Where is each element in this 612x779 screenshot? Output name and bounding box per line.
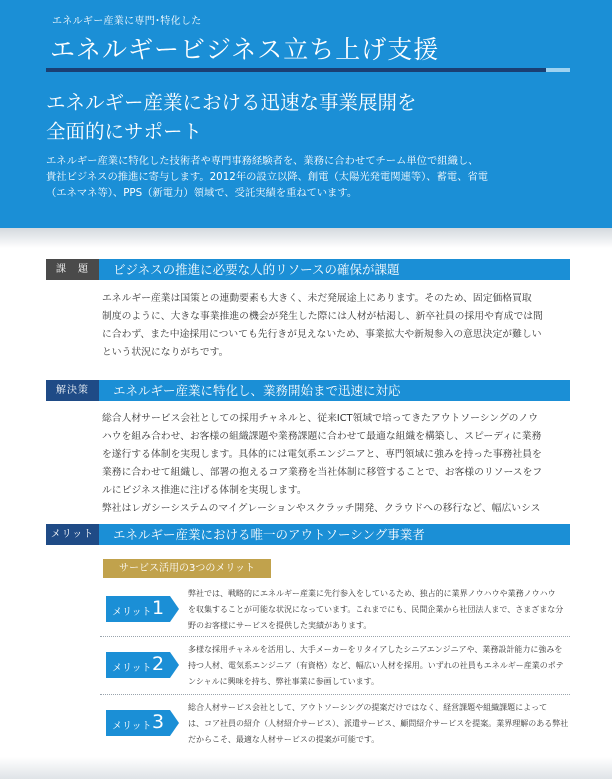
merit-description bbox=[188, 642, 572, 690]
section-heading: エネルギー産業における唯一のアウトソーシング事業者 bbox=[113, 527, 425, 542]
body-line: ハウを組み合わせ、お客様の組織課題や業務課題に合わせて最適な組織を構築し、スピーディに業務 bbox=[102, 431, 542, 442]
merit-badge-number: 3 bbox=[152, 711, 165, 733]
merit-line: 多様な採用チャネルを活用し、大手メーカーをリタイアしたシニアエンジニアや、業務設計能力に強みを bbox=[188, 645, 563, 654]
merit-badge bbox=[106, 710, 170, 736]
body-line: 総合人材サービス会社としての採用チャネルと、従来ICT領域で培ってきたアウトソーシングのノウ bbox=[102, 413, 539, 424]
merit-badge bbox=[106, 652, 170, 678]
section-tag: 課 題 bbox=[46, 259, 99, 280]
hero-subtitle-line: エネルギー産業における迅速な事業展開を bbox=[46, 91, 417, 114]
section-header-solution bbox=[46, 380, 570, 401]
merit-description bbox=[188, 700, 572, 748]
section-heading: エネルギー産業に特化し、業務開始まで迅速に対応 bbox=[113, 383, 401, 398]
lead-line: 貴社ビジネスの推進に寄与します。2012年の設立以降、創電（太陽光発電関連等）、蓄電、省電 bbox=[46, 171, 489, 183]
merit-badge-label: メリット bbox=[112, 663, 152, 674]
hero-subtitle-line: 全面的にサポート bbox=[46, 120, 203, 143]
section-header-merit bbox=[46, 524, 570, 545]
hero-banner bbox=[0, 0, 612, 228]
body-line: エネルギー産業は国策との連動要素も大きく、未だ発展途上にあります。そのため、固定価格買取 bbox=[102, 293, 532, 304]
arrow-right-icon bbox=[170, 596, 179, 622]
merit-badge-number: 1 bbox=[152, 597, 165, 619]
merit-line: 野のお客様にサービスを提供した実績があります。 bbox=[188, 621, 372, 630]
title-underline-accent bbox=[546, 68, 570, 72]
merit-badge bbox=[106, 596, 170, 622]
section-header-issue bbox=[46, 259, 570, 280]
merit-badge-number: 2 bbox=[152, 653, 165, 675]
merit-line: 持つ人材、電気系エンジニア（有資格）など、幅広い人材を採用。いずれの社員もエネルギー産業のポテ bbox=[188, 661, 564, 670]
section-tag: メリット bbox=[46, 524, 99, 545]
section-heading: ビジネスの推進に必要な人的リソースの確保が課題 bbox=[113, 262, 400, 277]
body-line: 制度のように、大きな事業推進の機会が発生した際には人材が枯渇し、新卒社員の採用や育成では間 bbox=[102, 311, 543, 322]
merit-item-2 bbox=[100, 642, 570, 698]
merit-line: だからこそ、最適な人材サービスの提案が可能です。 bbox=[188, 735, 380, 744]
issue-body bbox=[102, 290, 570, 362]
hero-kicker: エネルギー産業に専門･特化した bbox=[52, 16, 202, 27]
body-line: という状況になりがちです。 bbox=[102, 347, 229, 358]
body-line: に合わず、また中途採用についても先行きが見えないため、事業拡大や新規参入の意思決定が難しい bbox=[102, 329, 542, 340]
page-bottom-shadow bbox=[0, 757, 612, 779]
page-title: エネルギービジネス立ち上げ支援 bbox=[50, 35, 440, 64]
hero-lead bbox=[46, 153, 586, 201]
merit-item-1 bbox=[100, 586, 570, 642]
merit-line: 弊社では、戦略的にエネルギー産業に先行参入をしているため、独占的に業界ノウハウや業務ノウハウ bbox=[188, 589, 556, 598]
merit-divider bbox=[100, 694, 570, 695]
merit-divider bbox=[100, 636, 570, 637]
merit-line: ンシャルに興味を持ち、弊社事業に参画しています。 bbox=[188, 677, 379, 686]
merits-label: サービス活用の3つのメリット bbox=[103, 559, 271, 578]
body-line: ルにビジネス推進に注げる体制を実現します。 bbox=[102, 485, 307, 496]
merit-item-3 bbox=[100, 700, 570, 756]
merit-line: は、コア社員の紹介（人材紹介サービス）、派遣サービス、顧問紹介サービスを提案。業界理解のある弊社 bbox=[188, 719, 569, 728]
lead-line: （エネマネ等）、PPS（新電力）領域で、受託実績を重ねています。 bbox=[46, 187, 358, 199]
merit-badge-label: メリット bbox=[112, 721, 152, 732]
body-line: 業務に合わせて組織し、部署の抱えるコア業務を当社体制に移管することで、お客様のリソースをフ bbox=[102, 467, 543, 478]
hero-subtitle bbox=[46, 88, 586, 146]
lead-line: エネルギー産業に特化した技術者や専門事務経験者を、業務に合わせてチーム単位で組織し、 bbox=[46, 155, 479, 167]
merit-line: 総合人材サービス会社として、アウトソーシングの提案だけではなく、経営課題や組織課題によって bbox=[188, 703, 548, 712]
merit-description bbox=[188, 586, 572, 634]
body-line: 弊社はレガシーシステムのマイグレーションやスクラッチ開発、クラウドへの移行など、幅広いシス bbox=[102, 503, 541, 512]
title-underline bbox=[46, 68, 546, 72]
merit-badge-label: メリット bbox=[112, 607, 152, 618]
solution-body bbox=[102, 410, 570, 512]
body-line: を遂行する体制を実現します。具体的には電気系エンジニアと、専門領域に強みを持った事務社員を bbox=[102, 449, 542, 460]
section-tag: 解決策 bbox=[46, 380, 99, 401]
merit-line: を収集することが可能な状況になっています。これまでにも、民間企業から社団法人まで、さまざまな分 bbox=[188, 605, 564, 614]
arrow-right-icon bbox=[170, 710, 179, 736]
arrow-right-icon bbox=[170, 652, 179, 678]
hero-shadow bbox=[0, 228, 612, 248]
